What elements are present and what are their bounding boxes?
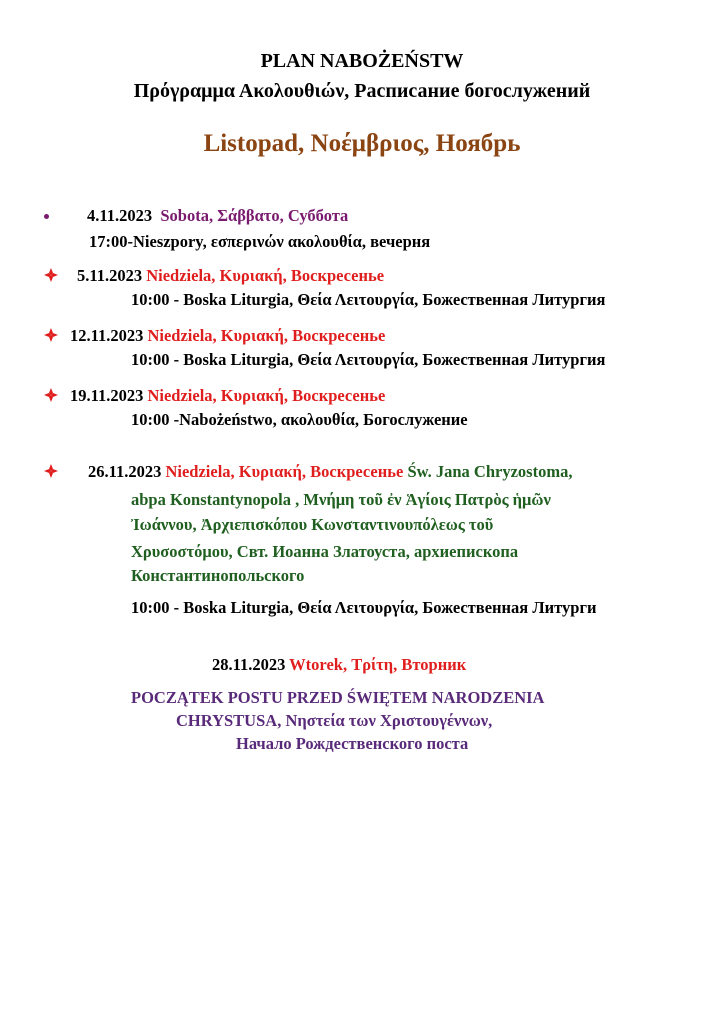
feast-line: Ἰωάννου, Ἀρχιεπισκόπου Κωνσταντινουπόλεως τοῦ bbox=[131, 515, 494, 534]
feast-line: Χρυσοστόμου, Свт. Иоанна Златоуста, архиепископа bbox=[131, 542, 519, 561]
event-service: 10:00 - Boska Liturgia, Θεία Λειτουργία, Божественная Литургия bbox=[131, 290, 606, 309]
fast-note-line: CHRYSTUSA, Νηστεία των Χριστουγέννων, bbox=[176, 711, 493, 730]
event-date: 5.11.2023 bbox=[77, 266, 143, 285]
event-date: 28.11.2023 bbox=[212, 655, 286, 674]
month-heading: Listopad, Νοέμβριος, Ноябрь bbox=[203, 130, 521, 157]
event-date: 12.11.2023 bbox=[70, 326, 144, 345]
event-header bbox=[212, 655, 466, 675]
event-service: 17:00-Nieszpory, εσπερινών ακολουθία, вечерня bbox=[89, 232, 431, 251]
feast-line: Św. Jana Chryzostoma, bbox=[407, 462, 573, 481]
event-date: 26.11.2023 bbox=[88, 462, 162, 481]
page-title: PLAN NABOŻEŃSTW bbox=[260, 50, 464, 72]
event-header bbox=[70, 386, 385, 406]
page-subtitle: Πρόγραμμα Ακολουθιών, Расписание богослужений bbox=[133, 80, 591, 102]
event-day: Niedziela, Κυριακή, Воскресенье bbox=[147, 326, 386, 345]
diamond-bullet-icon bbox=[44, 464, 58, 478]
event-day: Niedziela, Κυριακή, Воскресенье bbox=[165, 462, 404, 481]
diamond-bullet-icon bbox=[44, 388, 58, 402]
event-day: Sobota, Σάββατο, Суббота bbox=[160, 206, 349, 225]
diamond-bullet-icon bbox=[44, 328, 58, 342]
dot-icon bbox=[44, 214, 49, 219]
event-date: 4.11.2023 bbox=[87, 206, 153, 225]
event-day: Niedziela, Κυριακή, Воскресенье bbox=[146, 266, 385, 285]
feast-line: Константинопольского bbox=[131, 566, 305, 585]
event-header bbox=[70, 326, 385, 346]
event-header bbox=[87, 206, 348, 226]
feast-line: abpa Konstantynopola , Μνήμη τοῦ ἐν Ἁγίοις Πατρὸς ἡμῶν bbox=[131, 490, 551, 509]
fast-note-line: POCZĄTEK POSTU PRZED ŚWIĘTEM NARODZENIA bbox=[131, 688, 545, 707]
event-day: Niedziela, Κυριακή, Воскресенье bbox=[147, 386, 386, 405]
diamond-bullet-icon bbox=[44, 268, 58, 282]
event-header bbox=[77, 266, 384, 286]
event-date: 19.11.2023 bbox=[70, 386, 144, 405]
event-service: 10:00 - Boska Liturgia, Θεία Λειτουργία, Божественная Литургия bbox=[131, 350, 606, 369]
event-header bbox=[88, 462, 572, 482]
event-day: Wtorek, Τρίτη, Вторник bbox=[289, 655, 467, 674]
event-service: 10:00 -Nabożeństwo, ακολουθία, Богослужение bbox=[131, 410, 468, 429]
fast-note-line: Начало Рождественского поста bbox=[236, 734, 469, 753]
event-service: 10:00 - Boska Liturgia, Θεία Λειτουργία, Божественная Литурги bbox=[131, 598, 597, 617]
